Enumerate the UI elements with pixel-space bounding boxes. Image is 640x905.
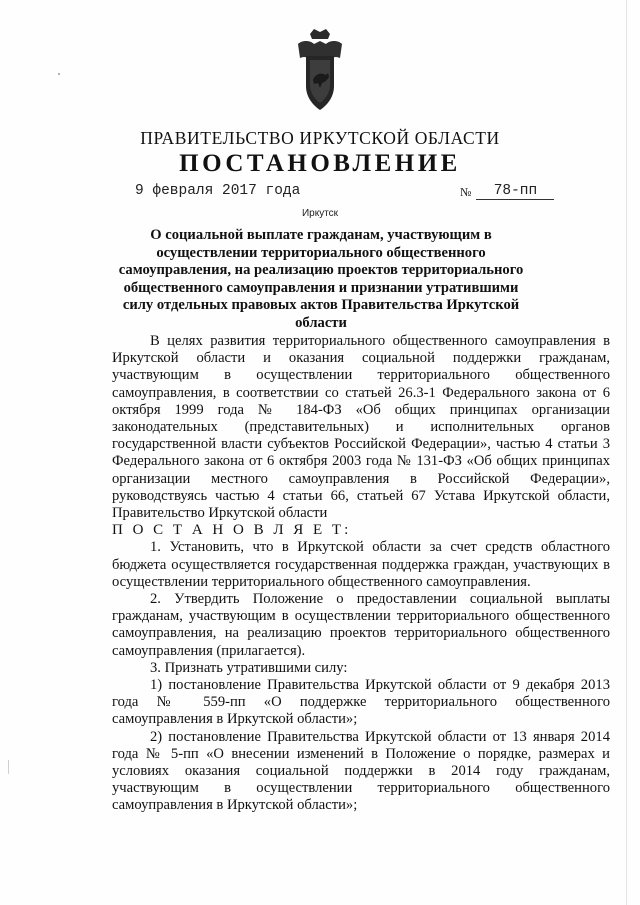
item-1-paragraph: 1. Установить, что в Иркутской области за счет средств областного бюджета осуществляется государственная поддержка граждан, участвующих в осуществлении территориального общественного самоуправления. xyxy=(112,539,610,590)
number-line xyxy=(476,183,554,200)
item-3-2-paragraph: 2) постановление Правительства Иркутской области от 13 января 2014 года № 5-пп «О внесении изменений в Положение о порядке, размерах и условиях оказания социальной поддержки в 2014 году гражданам, участвующим в осуществлении территориального общественного самоуправления в Иркутской области»; xyxy=(112,728,610,814)
coat-of-arms-icon xyxy=(296,28,344,112)
decree-word xyxy=(112,522,610,539)
document-body xyxy=(112,333,610,815)
city-label: Иркутск xyxy=(301,208,339,219)
number-sign: № xyxy=(460,185,472,199)
document-subject: О социальной выплате гражданам, участвующим в осуществлении территориального общественного самоуправления, на реализацию проектов территориального общественного самоуправления и признании утратившими силу отдельных правовых актов Правительства Иркутской области xyxy=(118,227,524,331)
decree-word-text: П О С Т А Н О В Л Я Е Т: xyxy=(112,522,352,539)
document-number xyxy=(460,183,620,200)
number-value: 78-пп xyxy=(493,183,538,199)
item-2-paragraph: 2. Утвердить Положение о предоставлении социальной выплаты гражданам, участвующим в осуществлении территориального общественного самоуправления, на реализацию проектов территориального общественного самоуправления (прилагается). xyxy=(112,591,610,659)
scan-speck xyxy=(58,73,60,75)
scan-speck xyxy=(8,760,9,774)
document-date: 9 февраля 2017 года xyxy=(135,183,301,199)
item-3-1-paragraph: 1) постановление Правительства Иркутской области от 9 декабря 2013 года № 559-пп «О поддержке территориального общественного самоуправления в Иркутской области»; xyxy=(112,677,610,728)
document-type-title: ПОСТАНОВЛЕНИЕ xyxy=(179,150,461,177)
preamble-paragraph: В целях развития территориального общественного самоуправления в Иркутской области и оказания социальной поддержки гражданам, участвующим в осуществлении территориального общественного самоуправления, в соответствии со статьей 26.3-1 Федерального закона от 6 октября 1999 года № 184-ФЗ «Об общих принципах организации законодательных (представительных) и исполнительных органов государственной власти субъектов Российской Федерации», частью 4 статьи 3 Федерального закона от 6 октября 2003 года № 131-ФЗ «Об общих принципах организации местного самоуправления в Российской Федерации», руководствуясь частью 4 статьи 66, статьей 67 Устава Иркутской области, Правительство Иркутской области xyxy=(112,333,610,522)
item-3-paragraph: 3. Признать утратившими силу: xyxy=(150,659,348,676)
government-title: ПРАВИТЕЛЬСТВО ИРКУТСКОЙ ОБЛАСТИ xyxy=(140,128,500,148)
